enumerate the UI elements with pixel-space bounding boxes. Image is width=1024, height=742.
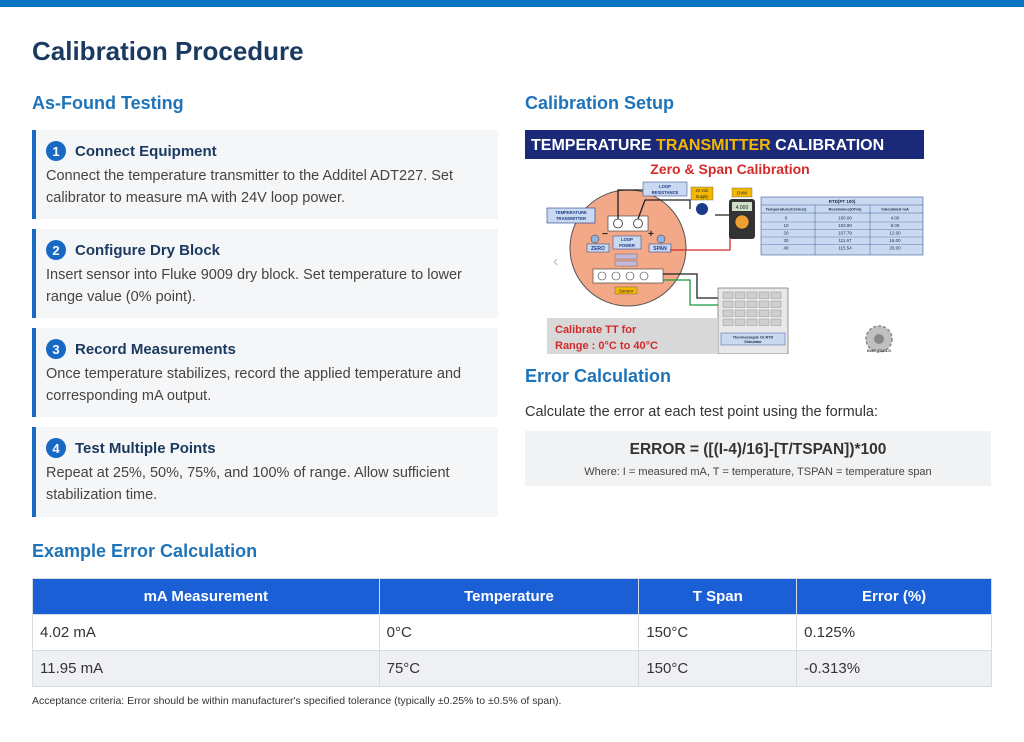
keypad-key [735,292,745,299]
step-number-badge: 2 [46,240,66,260]
step-card-3 [32,328,498,417]
keypad-key [759,301,769,308]
rtd-table-cell: 107.79 [838,230,852,236]
rtd-table-cell: 20.00 [889,245,901,251]
step-title: Record Measurements [75,340,236,358]
step-number-badge: 1 [46,141,66,161]
rtd-table-cell: 111.67 [838,238,852,243]
keypad-key [747,310,757,317]
example-heading: Example Error Calculation [32,541,258,561]
formula-legend: Where: I = measured mA, T = temperature, TSPAN = temperature span [584,466,932,478]
rtd-reference-table [761,197,923,255]
example-error-table [32,578,992,687]
table-row [33,615,992,651]
rtd-table-cell: 10 [783,223,789,228]
dvm-label: DVM [737,190,747,196]
tt-label-2: TRANSMITTER [555,216,587,221]
step-title: Test Multiple Points [75,439,216,457]
rtd-table-cell: 115.54 [838,245,852,251]
step-title: Connect Equipment [75,142,217,160]
formula-box [525,431,991,486]
supply-label-2: Supply [695,194,709,199]
step-description: Once temperature stabilizes, record the applied temperature and corresponding mA output. [46,366,462,404]
keypad-key [759,319,769,326]
error-calculation-intro: Calculate the error at each test point using the formula: [525,404,879,420]
simulator-label-2: Simulator [744,340,762,344]
keypad-key [723,319,733,326]
keypad-key [747,292,757,299]
keypad-key [771,292,781,299]
banner-text-end: CALIBRATION [770,137,885,154]
keypad-key [771,310,781,317]
rtd-table-cell: 100.00 [838,215,852,221]
rtd-header-cell: Calculated mA [881,206,909,212]
column-header: T Span [639,579,797,615]
rtd-header-cell: Temperature(Celsius) [765,206,807,212]
step-description: Insert sensor into Fluke 9009 dry block. Set temperature to lower range value (0% point). [46,267,462,305]
caption-line-1: Calibrate TT for [555,324,637,336]
rtd-table-cell: 30 [783,238,789,243]
banner-text-highlight: TRANSMITTER [656,137,771,154]
rtd-table-cell: 16.00 [889,238,901,243]
keypad-key [723,292,733,299]
keypad-key [759,292,769,299]
keypad-key [735,310,745,317]
banner-text-start: TEMPERATURE [531,137,657,154]
step-card-2 [32,229,498,318]
keypad-key [723,310,733,317]
table-header-row [33,579,992,615]
column-header: Temperature [379,579,639,615]
table-cell: 11.95 mA [33,651,380,687]
keypad-key [747,301,757,308]
loop-resistance-label-1: LOOP [659,184,671,189]
rtd-table-title: RTD(PT 100) [828,199,856,204]
keypad-key [759,310,769,317]
svg-text:+: + [648,229,654,240]
caption-line-2: Range : 0°C to 40°C [555,340,658,352]
error-calculation-heading: Error Calculation [525,366,672,386]
step-card-1 [32,130,498,219]
step-title: Configure Dry Block [75,241,221,259]
rtd-table-cell: 40 [783,245,789,251]
page-title: Calibration Procedure [32,36,304,66]
rtd-header-cell: Resistance(Ohm) [828,206,862,212]
table-cell: 75°C [379,651,639,687]
keypad-key [771,301,781,308]
table-cell: 150°C [639,615,797,651]
keypad-key [735,301,745,308]
column-header: Error (%) [797,579,992,615]
rtd-table-cell: 4.00 [890,215,900,221]
simulator-label-1: Thermocouple Or RTD [732,335,774,340]
diagram-subtitle: Zero & Span Calibration [650,161,810,177]
step-description: Repeat at 25%, 50%, 75%, and 100% of range. Allow sufficient stabilization time. [46,465,450,503]
svg-text:TEMPERATURE TRANSMITTER CALIBR [531,137,884,154]
step-card-4 [32,427,498,517]
calibration-setup-diagram [525,130,924,354]
tt-label-1: TEMPERATURE [555,210,587,215]
calibration-setup-heading: Calibration Setup [525,93,675,113]
rtd-table-cell: 20 [783,230,789,236]
zero-label: ZERO [591,246,605,252]
table-cell: -0.313% [797,651,992,687]
rtd-table-cell: 0 [784,215,788,221]
sensor-label: Sensor [618,288,634,294]
rtd-table-cell: 8.00 [890,223,900,228]
top-accent-bar [0,0,1024,7]
keypad-key [747,319,757,326]
table-cell: 4.02 mA [33,615,380,651]
dvm-reading: 4.000 [735,205,749,211]
rtd-table-cell: 103.90 [838,223,852,228]
carousel-prev-icon: ‹ [553,253,559,270]
column-header: mA Measurement [33,579,380,615]
keypad-key [723,301,733,308]
step-description: Connect the temperature transmitter to the Additel ADT227. Set calibrator to measure mA with 24V loop power. [46,168,454,206]
loop-power-label-1: LOOP [621,237,633,242]
step-number-badge: 4 [46,438,66,458]
loop-resistance-label-2: RESISTANCE [651,190,679,195]
loop-power-label-2: POWER [619,243,635,248]
span-label: SPAN [653,246,667,252]
table-cell: 0.125% [797,615,992,651]
as-found-heading: As-Found Testing [32,93,184,113]
table-cell: 150°C [639,651,797,687]
acceptance-criteria-note: Acceptance criteria: Error should be within manufacturer's specified tolerance (typically ±0.25% to ±0.5% of span). [32,695,562,707]
rtd-table-cell: 12.00 [889,230,901,236]
table-cell: 0°C [379,615,639,651]
keypad-key [771,319,781,326]
step-number-badge: 3 [46,339,66,359]
logo-text: INST TOOLS [867,348,891,353]
error-formula: ERROR = ([(I-4)/16]-[T/TSPAN])*100 [629,441,887,458]
supply-label-1: 24 Vdc [695,188,709,193]
svg-text:−: − [602,229,608,240]
keypad-key [735,319,745,326]
table-row [33,651,992,687]
inst-tools-logo-icon [866,326,892,353]
